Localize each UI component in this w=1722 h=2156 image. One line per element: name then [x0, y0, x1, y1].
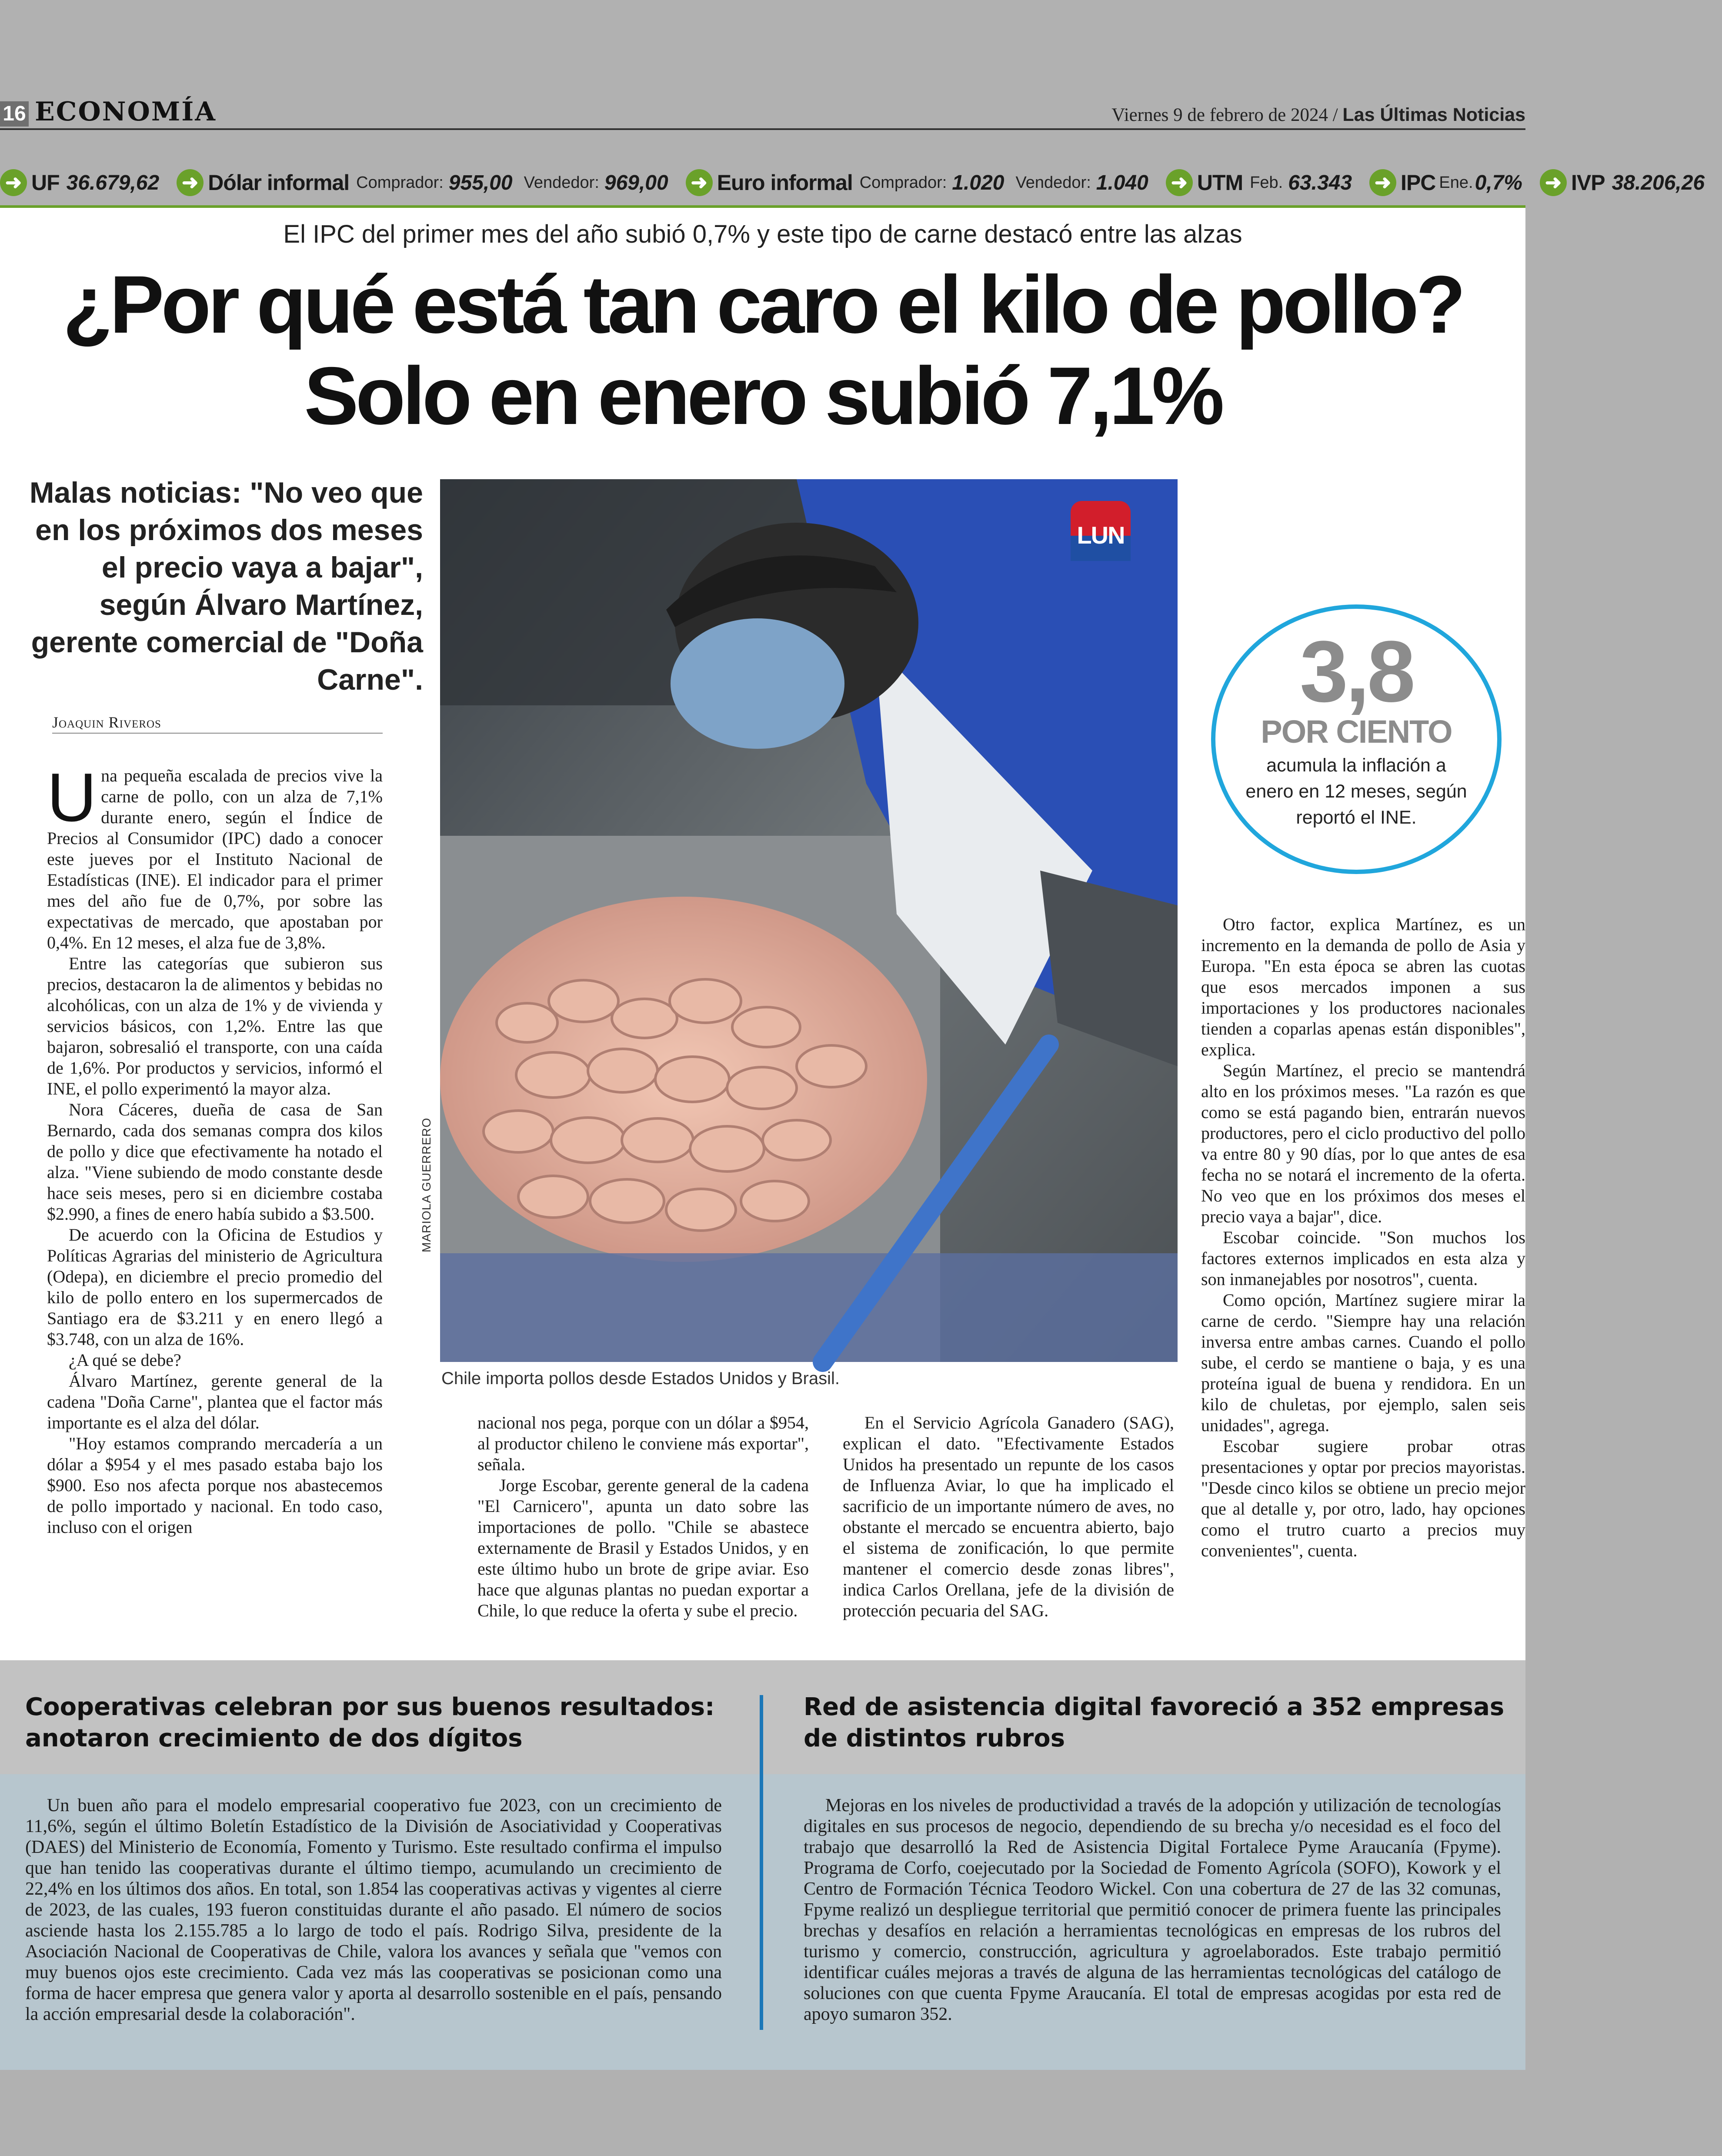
indicator-value: 0,7% [1475, 171, 1522, 194]
paragraph: na pequeña escalada de precios vive la carne de pollo, con un alza de 7,1% durante enero, según el Índice de Precios al Consumidor (IPC) dado a conocer este jueves por el Instituto Nacional de Estadísticas (INE). El indicador para el primer mes del año fue de 0,7%, por sobre las expectativas de mercado, que apostaban por 0,4%. En 12 meses, el alza fue de 3,8%. [47, 766, 383, 952]
indicator-dolar [177, 169, 679, 196]
paragraph: Jorge Escobar, gerente general de la cadena "El Carnicero", apunta un dato sobre las importaciones de pollo. "Chile se abastece externamente de Brasil y Estados Unidos, y en este último hubo un brote de gripe aviar. Eso hace que algunas plantas no puedan exportar a Chile, lo que reduce la oferta y sube el precio. [477, 1475, 809, 1620]
indicator-label: Comprador: [859, 173, 947, 192]
indicator-name: Euro informal [717, 170, 853, 195]
arrow-right-icon: ➜ [1166, 169, 1193, 196]
article-column-3 [843, 1412, 1174, 1621]
article-photo [440, 479, 1178, 1362]
indicator-value: 38.206,26 [1612, 171, 1705, 194]
section-title: ECONOMÍA [35, 97, 217, 127]
photo-caption: Chile importa pollos desde Estados Unidos y Brasil. [441, 1369, 840, 1388]
paragraph: Escobar sugiere probar otras presentaciones y optar por precios mayoristas. "Desde cinco kilos se obtiene un precio mejor que al detalle y, por otro, lado, hay opciones como el trutro cuarto a precios muy convenientes", cuenta. [1201, 1436, 1525, 1560]
headline-line-1: ¿Por qué está tan caro el kilo de pollo? [63, 259, 1463, 350]
headline-line-2: Solo en enero subió 7,1% [304, 350, 1221, 441]
header-rule [0, 128, 1525, 130]
brief-right-title: Red de asistencia digital favoreció a 352 empresas de distintos rubros [804, 1693, 1505, 1752]
indicator-label: Feb. [1250, 173, 1283, 192]
arrow-right-icon: ➜ [0, 169, 27, 196]
indicator-utm [1166, 169, 1363, 196]
brief-left-body [25, 1795, 722, 2025]
indicator-label: Vendedor: [524, 173, 599, 192]
paragraph: "Hoy estamos comprando mercadería a un dólar a $954 y el mes pasado estaba bajo los $900. Eso nos afecta porque nos abastecemos de pollo importado y nacional. En todo caso, incluso con el origen [47, 1434, 383, 1537]
arrow-right-icon: ➜ [177, 169, 204, 196]
arrow-right-icon: ➜ [1540, 169, 1567, 196]
paragraph: Nora Cáceres, dueña de casa de San Bernardo, cada dos semanas compra dos kilos de pollo y dice que efectivamente ha notado el alza. "Viene subiendo de modo constante desde hace seis meses, pero si en diciembre costaba $2.990, a fines de enero había subido a $3.500. [47, 1100, 383, 1224]
indicator-label: Vendedor: [1015, 173, 1091, 192]
byline-rule [52, 733, 383, 734]
article-kicker: El IPC del primer mes del año subió 0,7% y este tipo de carne destacó entre las alzas [283, 220, 1242, 248]
indicator-label: Ene. [1439, 173, 1473, 192]
indicator-name: IPC [1401, 170, 1436, 195]
indicator-label: Comprador: [356, 173, 444, 192]
date: Viernes 9 de febrero de 2024 [1111, 105, 1328, 125]
indicator-euro [686, 169, 1160, 196]
paragraph: Entre las categorías que subieron sus precios, destacaron la de alimentos y bebidas no alcohólicas, con un alza de 1% y de vivienda y servicios básicos, con 1,2%. Entre las que bajaron, sobresalió el transporte, con una caída de 1,6%. Por productos y servicios, informó el INE, el pollo experimentó la mayor alza. [47, 954, 383, 1098]
indicator-name: Dólar informal [208, 170, 350, 195]
indicator-name: UTM [1197, 170, 1243, 195]
indicator-value: 1.020 [952, 171, 1004, 194]
brief-right-body [804, 1795, 1501, 2025]
subhead: ¿A qué se debe? [69, 1350, 181, 1370]
arrow-right-icon: ➜ [686, 169, 713, 196]
inflation-callout [1211, 604, 1502, 874]
callout-unit: POR CIENTO [1261, 714, 1452, 750]
briefs-divider [760, 1695, 763, 2030]
economic-indicators-ticker [0, 162, 1722, 204]
indicator-value: 63.343 [1288, 171, 1352, 194]
lun-logo [1071, 501, 1131, 561]
callout-text: acumula la inflación a enero en 12 meses, según reportó el INE. [1245, 755, 1467, 828]
callout-number: 3,8 [1299, 623, 1413, 720]
dateline-separator: / [1328, 105, 1343, 125]
indicator-name: IVP [1571, 170, 1605, 195]
indicator-ivp [1540, 169, 1716, 196]
photo-credit: MARIOLA GUERRERO [420, 1117, 433, 1252]
paragraph: En el Servicio Agrícola Ganadero (SAG), explican el dato. "Efectivamente Estados Unidos ha presentado un repunte de los casos de Influenza Aviar, lo que ha implicado el sacrificio de un importante número de aves, no obstante el mercado se encuentra abierto, bajo el sistema de zonificación, lo que permite mantener el comercio desde zonas libres", indica Carlos Orellana, jefe de la división de protección pecuaria del SAG. [843, 1413, 1174, 1620]
paragraph: De acuerdo con la Oficina de Estudios y Políticas Agrarias del ministerio de Agricultura (Odepa), en diciembre el precio promedio del kilo de pollo entero en los supermercados de Santiago era de $3.211 y en enero llegó a $3.748, con un alza de 16%. [47, 1225, 383, 1349]
byline: Joaquin Riveros [52, 714, 161, 731]
paragraph: nacional nos pega, porque con un dólar a $954, al productor chileno le conviene más exportar", señala. [477, 1413, 809, 1474]
indicator-name: UF [31, 170, 60, 195]
article-column-1 [47, 759, 383, 1538]
butcher-photo-illustration [440, 479, 1178, 1362]
article-deck: Malas noticias: "No veo que en los próximos dos meses el precio vaya a bajar", según Álvaro Martínez, gerente comercial de "Doña Carne". [29, 476, 423, 696]
arrow-right-icon: ➜ [1369, 169, 1396, 196]
indicator-value: 969,00 [604, 171, 668, 194]
publication-name: Las Últimas Noticias [1342, 104, 1525, 125]
paragraph: Mejoras en los niveles de productividad a través de la adopción y utilización de tecnologías digitales en sus procesos de negocio, dependiendo de su brecha y/o necesidad es el foco del trabajo que desarrolló la Red de Asistencia Digital Fortalece Pyme Araucanía (Fpyme). Programa de Corfo, coejecutado por la Sociedad de Fomento Agrícola (SOFO), Kowork y el Centro de Formación Técnica Teodoro Wickel. Con una cobertura de 27 de las 32 comunas, Fpyme realizó un despliegue territorial que permitió conocer de primera fuente las principales brechas y desafíos en relación a herramientas tecnológicas en empresas de los rubros del turismo y comercio, construcción, agricultura y agroelaborados. Este trabajo permitió identificar cuáles mejoras a través de alguna de las herramientas tecnológicas del catálogo de soluciones con que cuenta Fpyme Araucanía. El total de empresas acogidas por esta red de apoyo sumaron 352. [804, 1796, 1501, 2024]
paragraph: Otro factor, explica Martínez, es un incremento en la demanda de pollo de Asia y Europa. "En esta época se abren las cuotas que esos mercados imponen a sus importaciones y los productores nacionales tienden a coparlas apenas están disponibles", explica. [1201, 914, 1525, 1059]
indicator-value: 955,00 [448, 171, 513, 194]
paragraph: Un buen año para el modelo empresarial cooperativo fue 2023, con un crecimiento de 11,6%, según el último Boletín Estadístico de la División de Asociatividad y Cooperativas (DAES) del Ministerio de Economía, Fomento y Turismo. Este resultado confirma el impulso que han tenido las cooperativas durante el último tiempo, acumulando un crecimiento de 22,4% en los últimos dos años. En total, son 1.854 las cooperativas activas y vigentes al cierre de 2023, de las cuales, 193 fueron constituidas durante el año pasado. El número de socios asciende hasta los 2.155.785 a lo largo de todo el país. Rodrigo Silva, presidente de la Asociación Nacional de Cooperativas de Chile, valora los avances y señala que "vemos con muy buenos ojos este crecimiento. Cada vez más las cooperativas se posicionan como una forma de hacer empresa que genera valor y aporta al desarrollo sostenible en el país, pensando la acción empresarial desde la colaboración". [25, 1796, 722, 2024]
dateline [1111, 104, 1525, 126]
indicator-value: 36.679,62 [66, 171, 160, 194]
page-number: 16 [0, 101, 29, 127]
paragraph: Escobar coincide. "Son muchos los factores externos implicados en esta alza y son inmanejables por nosotros", cuenta. [1201, 1228, 1525, 1289]
paragraph: Como opción, Martínez sugiere mirar la carne de cerdo. "Siempre hay una relación inversa entre ambas carnes. Cuando el pollo sube, el cerdo se mantiene o baja, y es una proteína igual de buena y rendidora. En un kilo de chuletas, por ejemplo, salen seis unidades", agrega. [1201, 1290, 1525, 1435]
logo-text: LUN [1077, 521, 1125, 549]
indicator-uf [0, 169, 170, 196]
indicator-ipc [1369, 169, 1534, 196]
article-column-4 [1201, 914, 1525, 1561]
brief-left-title: Cooperativas celebran por sus buenos resultados: anotaron crecimiento de dos dígitos [25, 1693, 715, 1752]
indicator-value: 1.040 [1096, 171, 1148, 194]
article-column-2 [477, 1412, 809, 1621]
paragraph: Álvaro Martínez, gerente general de la cadena "Doña Carne", plantea que el factor más importante es el alza del dólar. [47, 1371, 383, 1432]
drop-cap: U [47, 759, 97, 836]
paragraph: Según Martínez, el precio se mantendrá alto en los próximos meses. "La razón es que como se está pagando bien, entrarán nuevos productores, pero el ciclo productivo del pollo va entre 80 y 90 días, por lo que antes de esa fecha no se notará el incremento de la oferta. No veo que en los próximos dos meses el precio vaya a bajar", dice. [1201, 1061, 1525, 1226]
